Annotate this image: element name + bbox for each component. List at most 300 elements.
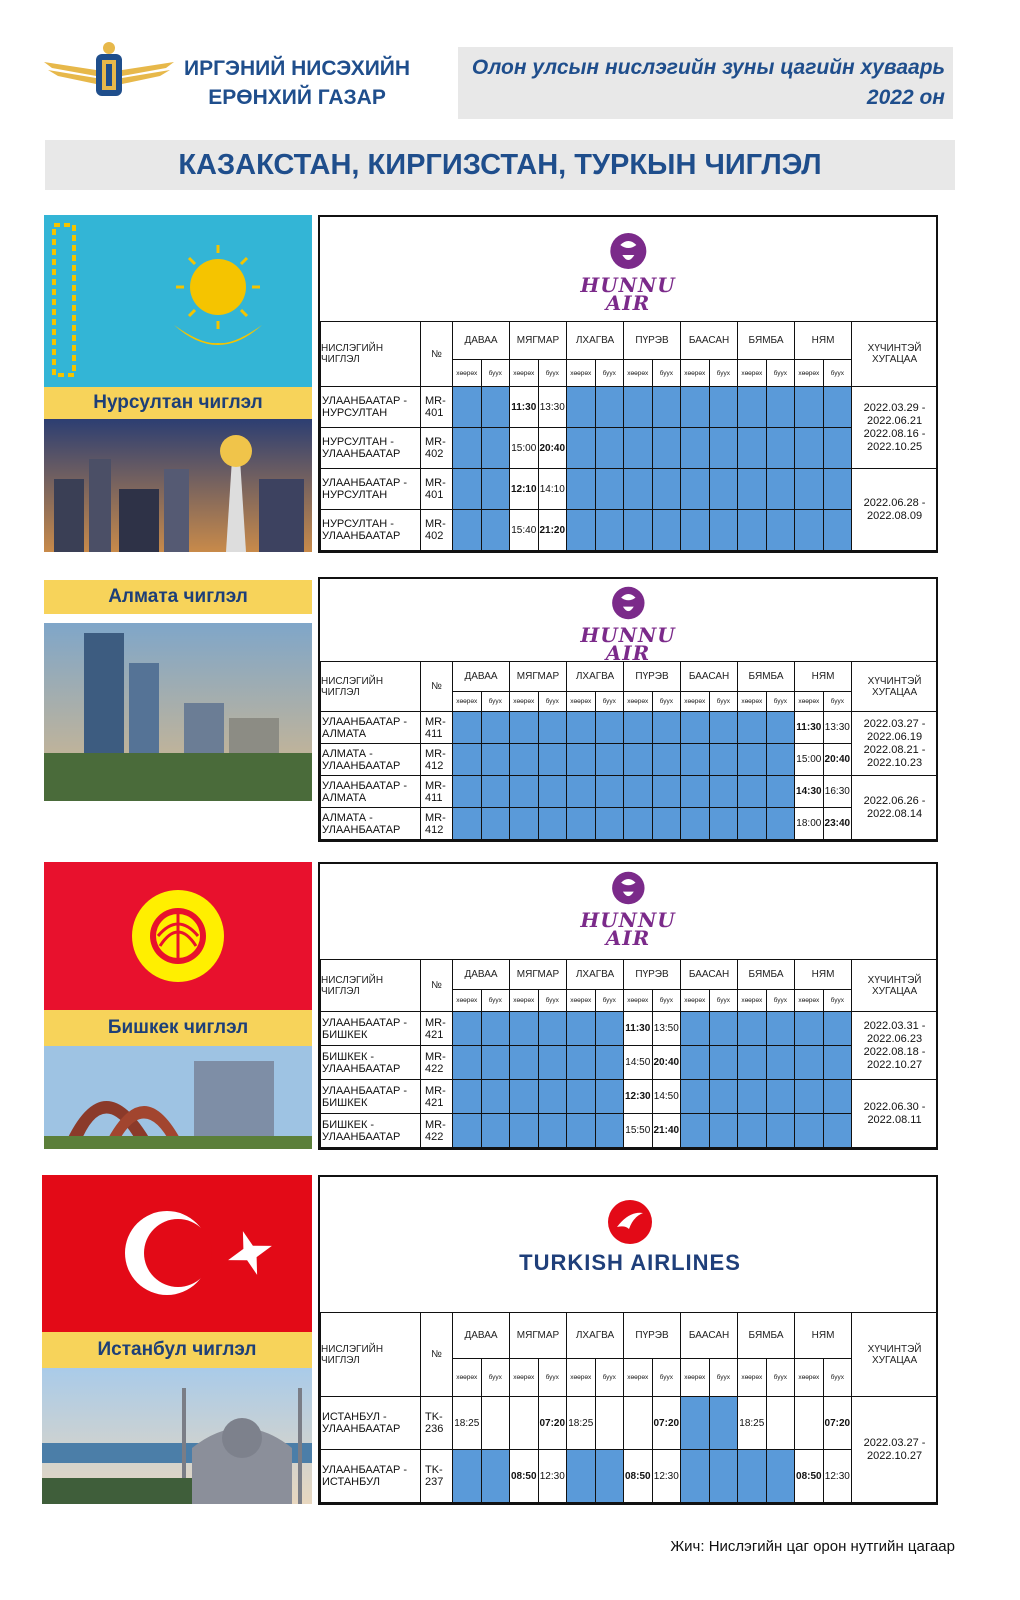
header-departure: хөөрөх	[510, 692, 539, 712]
schedule-cell-empty	[481, 1012, 510, 1046]
header-departure: хөөрөх	[453, 360, 482, 387]
schedule-cell-empty	[709, 510, 738, 551]
validity-period-cell: 2022.03.27 - 2022.06.19 2022.08.21 - 2022.10.23	[852, 712, 938, 776]
schedule-cell-empty	[624, 428, 653, 469]
header-departure: хөөрөх	[453, 1359, 482, 1397]
schedule-cell-empty	[738, 712, 767, 744]
header-departure: хөөрөх	[795, 360, 824, 387]
header-day: МЯГМАР	[510, 662, 567, 692]
hunnu-emblem-icon	[608, 231, 648, 271]
org-line-1: ИРГЭНИЙ НИСЭХИЙН	[184, 57, 411, 80]
flight-time-cell: 20:40	[652, 1046, 681, 1080]
schedule-cell-empty	[738, 1080, 767, 1114]
schedule-cell-empty	[766, 744, 795, 776]
schedule-cell-empty	[453, 776, 482, 808]
schedule-cell-empty	[709, 776, 738, 808]
flight-time-cell: 13:30	[538, 387, 567, 428]
schedule-cell-empty	[795, 1046, 824, 1080]
header-number: №	[421, 662, 453, 712]
schedule-cell-empty	[681, 1046, 710, 1080]
schedule-cell-empty	[481, 469, 510, 510]
schedule-cell-empty	[595, 387, 624, 428]
route-cell: УЛААНБААТАР - БИШКЕК	[321, 1080, 421, 1114]
flight-time-cell: 08:50	[510, 1450, 539, 1503]
flight-time-cell: 15:00	[795, 744, 824, 776]
schedule-cell-empty	[766, 510, 795, 551]
schedule-cell-empty	[453, 744, 482, 776]
route-cell: УЛААНБААТАР - ИСТАНБУЛ	[321, 1450, 421, 1503]
schedule-cell-empty	[652, 712, 681, 744]
almaty-schedule-table	[318, 577, 938, 842]
schedule-cell-empty	[738, 1046, 767, 1080]
header-arrival: буух	[823, 990, 852, 1012]
validity-period-cell: 2022.03.29 - 2022.06.21 2022.08.16 - 2022.10.25	[852, 387, 938, 469]
header-day: БААСАН	[681, 1313, 738, 1359]
schedule-year: 2022 он	[866, 86, 945, 109]
header-arrival: буух	[652, 692, 681, 712]
flight-number-cell: MR-412	[421, 744, 453, 776]
schedule-cell-empty	[738, 1114, 767, 1148]
header-route: НИСЛЭГИЙН ЧИГЛЭЛ	[321, 662, 421, 712]
header-day: ДАВАА	[453, 662, 510, 692]
section-caption-almaty: Алмата чиглэл	[44, 580, 312, 614]
bishkek-city-photo	[44, 1046, 312, 1149]
schedule-cell-empty	[595, 744, 624, 776]
flight-time-cell: 14:10	[538, 469, 567, 510]
schedule-cell-empty	[738, 1450, 767, 1503]
schedule-cell-empty	[567, 428, 596, 469]
flight-time-cell: 14:50	[652, 1080, 681, 1114]
istanbul-schedule-table	[318, 1175, 938, 1505]
hunnu-logo-line2: AIR	[605, 926, 651, 950]
schedule-cell-empty	[595, 712, 624, 744]
route-cell: УЛААНБААТАР - АЛМАТА	[321, 776, 421, 808]
flight-time-cell: 14:50	[624, 1046, 653, 1080]
schedule-cell-empty	[510, 1080, 539, 1114]
header-arrival: буух	[538, 360, 567, 387]
route-cell: АЛМАТА - УЛААНБААТАР	[321, 744, 421, 776]
flight-time-cell: 20:40	[823, 744, 852, 776]
header-departure: хөөрөх	[453, 692, 482, 712]
schedule-cell-empty	[709, 1450, 738, 1503]
hunnu-logo-line2: AIR	[605, 641, 651, 665]
header-departure: хөөрөх	[567, 692, 596, 712]
schedule-cell-empty	[795, 1012, 824, 1046]
schedule-cell-empty	[595, 1114, 624, 1148]
schedule-cell-empty	[595, 776, 624, 808]
flight-time-cell: 12:10	[510, 469, 539, 510]
schedule-cell-empty	[595, 1080, 624, 1114]
flight-number-cell: MR-401	[421, 469, 453, 510]
header-arrival: буух	[595, 990, 624, 1012]
schedule-cell-empty	[766, 1046, 795, 1080]
schedule-cell-empty	[481, 1114, 510, 1148]
flight-time-cell: 18:25	[453, 1397, 482, 1450]
schedule-cell-empty	[510, 744, 539, 776]
schedule-cell-empty	[538, 1114, 567, 1148]
schedule-cell-empty	[538, 1012, 567, 1046]
header-departure: хөөрөх	[738, 692, 767, 712]
schedule-cell-empty	[538, 808, 567, 840]
header-arrival: буух	[709, 990, 738, 1012]
table-row	[321, 387, 938, 428]
header-arrival: буух	[538, 990, 567, 1012]
schedule-cell-empty	[567, 1450, 596, 1503]
schedule-cell-empty	[766, 387, 795, 428]
schedule-cell-empty	[481, 744, 510, 776]
schedule-cell-empty	[709, 428, 738, 469]
flight-time-cell: 18:25	[738, 1397, 767, 1450]
header-departure: хөөрөх	[738, 990, 767, 1012]
header-departure: хөөрөх	[795, 1359, 824, 1397]
hunnu-logo-line2: AIR	[605, 291, 651, 315]
turkish-airlines-logo	[510, 1199, 750, 1276]
schedule-cell-empty	[681, 1397, 710, 1450]
flight-number-cell: MR-402	[421, 510, 453, 551]
flight-time-cell: 11:30	[624, 1012, 653, 1046]
schedule-cell-empty	[538, 744, 567, 776]
footnote: Жич: Нислэгийн цаг орон нутгийн цагаар	[670, 1538, 955, 1555]
section-caption-bishkek: Бишкек чиглэл	[44, 1010, 312, 1046]
schedule-cell-empty	[567, 1012, 596, 1046]
route-cell: БИШКЕК - УЛААНБААТАР	[321, 1114, 421, 1148]
flight-number-cell: MR-402	[421, 428, 453, 469]
schedule-cell-empty	[823, 510, 852, 551]
flight-number-cell: MR-422	[421, 1046, 453, 1080]
header-departure: хөөрөх	[453, 990, 482, 1012]
table-row	[321, 776, 938, 808]
istanbul-city-photo	[42, 1368, 312, 1504]
validity-period-cell: 2022.06.30 - 2022.08.11	[852, 1080, 938, 1148]
schedule-cell-empty	[567, 1114, 596, 1148]
schedule-cell-empty	[481, 1397, 510, 1450]
route-cell: ИСТАНБУЛ - УЛААНБААТАР	[321, 1397, 421, 1450]
table-row	[321, 1450, 938, 1503]
flight-time-cell: 11:30	[795, 712, 824, 744]
flight-time-cell: 18:00	[795, 808, 824, 840]
header-departure: хөөрөх	[624, 990, 653, 1012]
flight-time-cell: 15:50	[624, 1114, 653, 1148]
flight-time-cell: 18:25	[567, 1397, 596, 1450]
schedule-grid	[320, 959, 938, 1148]
schedule-cell-empty	[538, 1080, 567, 1114]
header-day: ЛХАГВА	[567, 1313, 624, 1359]
schedule-cell-empty	[481, 1046, 510, 1080]
header-arrival: буух	[538, 692, 567, 712]
header-arrival: буух	[595, 1359, 624, 1397]
flight-time-cell: 12:30	[823, 1450, 852, 1503]
header-departure: хөөрөх	[624, 1359, 653, 1397]
schedule-cell-empty	[766, 1012, 795, 1046]
header-day: БААСАН	[681, 662, 738, 692]
route-cell: АЛМАТА - УЛААНБААТАР	[321, 808, 421, 840]
header-day: ПҮРЭВ	[624, 322, 681, 360]
schedule-cell-empty	[624, 776, 653, 808]
schedule-cell-empty	[510, 1046, 539, 1080]
header-route: НИСЛЭГИЙН ЧИГЛЭЛ	[321, 1313, 421, 1397]
schedule-cell-empty	[595, 469, 624, 510]
table-row	[321, 1397, 938, 1450]
header-day: ПҮРЭВ	[624, 1313, 681, 1359]
flight-time-cell: 12:30	[624, 1080, 653, 1114]
schedule-cell-empty	[510, 1397, 539, 1450]
schedule-cell-empty	[538, 776, 567, 808]
header-arrival: буух	[709, 692, 738, 712]
route-cell: УЛААНБААТАР - НУРСУЛТАН	[321, 469, 421, 510]
header-arrival: буух	[481, 1359, 510, 1397]
header-arrival: буух	[709, 360, 738, 387]
schedule-cell-empty	[795, 428, 824, 469]
schedule-cell-empty	[766, 712, 795, 744]
schedule-cell-empty	[510, 808, 539, 840]
schedule-cell-empty	[738, 776, 767, 808]
schedule-cell-empty	[709, 1012, 738, 1046]
header-period: ХҮЧИНТЭЙ ХУГАЦАА	[852, 1313, 938, 1397]
table-row	[321, 1046, 938, 1080]
schedule-cell-empty	[567, 387, 596, 428]
table-row	[321, 1012, 938, 1046]
schedule-cell-empty	[795, 1080, 824, 1114]
schedule-cell-empty	[481, 712, 510, 744]
route-cell: УЛААНБААТАР - АЛМАТА	[321, 712, 421, 744]
schedule-cell-empty	[624, 469, 653, 510]
header-route: НИСЛЭГИЙН ЧИГЛЭЛ	[321, 322, 421, 387]
schedule-cell-empty	[510, 776, 539, 808]
header-day: БЯМБА	[738, 322, 795, 360]
schedule-cell-empty	[624, 387, 653, 428]
header-arrival: буух	[652, 1359, 681, 1397]
header-day: МЯГМАР	[510, 322, 567, 360]
kazakhstan-flag	[44, 215, 312, 387]
schedule-cell-empty	[453, 469, 482, 510]
header-arrival: буух	[481, 360, 510, 387]
flight-number-cell: MR-422	[421, 1114, 453, 1148]
schedule-cell-empty	[453, 1012, 482, 1046]
header-day: ДАВАА	[453, 1313, 510, 1359]
table-row	[321, 712, 938, 744]
schedule-cell-empty	[709, 808, 738, 840]
table-row	[321, 469, 938, 510]
schedule-cell-empty	[595, 808, 624, 840]
schedule-grid	[320, 661, 938, 840]
schedule-cell-empty	[453, 510, 482, 551]
schedule-cell-empty	[823, 1012, 852, 1046]
table-row	[321, 1114, 938, 1148]
header-departure: хөөрөх	[795, 692, 824, 712]
bishkek-schedule-table	[318, 862, 938, 1150]
schedule-grid	[320, 1312, 938, 1503]
schedule-cell-empty	[823, 1114, 852, 1148]
flight-number-cell: TK-236	[421, 1397, 453, 1450]
schedule-cell-empty	[567, 510, 596, 551]
schedule-cell-empty	[738, 387, 767, 428]
header-arrival: буух	[823, 1359, 852, 1397]
schedule-cell-empty	[453, 428, 482, 469]
hunnu-logo-line1: HUNNU	[580, 623, 676, 647]
hunnu-emblem-icon	[610, 870, 646, 906]
kyrgyzstan-flag	[44, 862, 312, 1010]
header-day: ЛХАГВА	[567, 662, 624, 692]
schedule-cell-empty	[766, 428, 795, 469]
schedule-cell-empty	[481, 1450, 510, 1503]
schedule-cell-empty	[766, 1080, 795, 1114]
header-departure: хөөрөх	[681, 990, 710, 1012]
header-day: ПҮРЭВ	[624, 662, 681, 692]
flight-time-cell: 07:20	[652, 1397, 681, 1450]
schedule-cell-empty	[481, 808, 510, 840]
schedule-cell-empty	[453, 1080, 482, 1114]
hunnu-logo-line1: HUNNU	[580, 273, 676, 297]
header-day: НЯМ	[795, 1313, 852, 1359]
schedule-cell-empty	[481, 510, 510, 551]
turkey-flag	[42, 1175, 312, 1332]
org-line-2: ЕРӨНХИЙ ГАЗАР	[208, 86, 386, 109]
schedule-cell-empty	[681, 712, 710, 744]
schedule-cell-empty	[738, 744, 767, 776]
schedule-cell-empty	[624, 744, 653, 776]
turkish-airlines-emblem-icon	[607, 1199, 653, 1245]
page-title: КАЗАКСТАН, КИРГИЗСТАН, ТУРКЫН ЧИГЛЭЛ	[45, 140, 955, 190]
header-departure: хөөрөх	[681, 1359, 710, 1397]
schedule-cell-empty	[453, 387, 482, 428]
schedule-cell-empty	[595, 1397, 624, 1450]
schedule-cell-empty	[766, 1450, 795, 1503]
schedule-cell-empty	[595, 1046, 624, 1080]
table-row	[321, 1080, 938, 1114]
schedule-cell-empty	[681, 776, 710, 808]
schedule-grid	[320, 321, 938, 551]
schedule-cell-empty	[567, 1046, 596, 1080]
schedule-cell-empty	[709, 1046, 738, 1080]
schedule-cell-empty	[766, 1114, 795, 1148]
schedule-cell-empty	[681, 510, 710, 551]
schedule-cell-empty	[652, 510, 681, 551]
nursultan-schedule-table	[318, 215, 938, 553]
header-route: НИСЛЭГИЙН ЧИГЛЭЛ	[321, 960, 421, 1012]
schedule-cell-empty	[681, 1012, 710, 1046]
header-day: МЯГМАР	[510, 1313, 567, 1359]
flight-time-cell: 13:50	[652, 1012, 681, 1046]
flight-time-cell: 07:20	[538, 1397, 567, 1450]
header-departure: хөөрөх	[681, 692, 710, 712]
schedule-cell-empty	[567, 469, 596, 510]
flight-time-cell: 08:50	[795, 1450, 824, 1503]
schedule-cell-empty	[681, 428, 710, 469]
schedule-cell-empty	[795, 469, 824, 510]
schedule-cell-empty	[823, 1080, 852, 1114]
flight-number-cell: MR-421	[421, 1012, 453, 1046]
schedule-cell-empty	[624, 510, 653, 551]
schedule-cell-empty	[510, 1012, 539, 1046]
hunnu-logo-line1: HUNNU	[580, 908, 676, 932]
header-day: ПҮРЭВ	[624, 960, 681, 990]
header-day: ЛХАГВА	[567, 322, 624, 360]
schedule-cell-empty	[453, 1046, 482, 1080]
header-day: НЯМ	[795, 322, 852, 360]
header-departure: хөөрөх	[567, 360, 596, 387]
header-departure: хөөрөх	[738, 1359, 767, 1397]
schedule-cell-empty	[652, 387, 681, 428]
header-arrival: буух	[652, 990, 681, 1012]
header-arrival: буух	[766, 990, 795, 1012]
schedule-cell-empty	[766, 776, 795, 808]
route-cell: НУРСУЛТАН - УЛААНБААТАР	[321, 510, 421, 551]
header-period: ХҮЧИНТЭЙ ХУГАЦАА	[852, 960, 938, 1012]
flight-time-cell: 08:50	[624, 1450, 653, 1503]
schedule-cell-empty	[567, 712, 596, 744]
header-arrival: буух	[709, 1359, 738, 1397]
civil-aviation-logo	[44, 40, 174, 106]
hunnu-air-logo	[580, 231, 676, 315]
schedule-cell-empty	[766, 808, 795, 840]
schedule-cell-empty	[823, 428, 852, 469]
table-row	[321, 808, 938, 840]
header-arrival: буух	[595, 360, 624, 387]
validity-period-cell: 2022.06.26 - 2022.08.14	[852, 776, 938, 840]
schedule-cell-empty	[681, 744, 710, 776]
schedule-cell-empty	[652, 744, 681, 776]
flight-number-cell: MR-401	[421, 387, 453, 428]
schedule-cell-empty	[481, 1080, 510, 1114]
schedule-cell-empty	[510, 1114, 539, 1148]
header-arrival: буух	[595, 692, 624, 712]
header-arrival: буух	[823, 692, 852, 712]
header-departure: хөөрөх	[738, 360, 767, 387]
header-day: ЛХАГВА	[567, 960, 624, 990]
schedule-cell-empty	[681, 387, 710, 428]
flight-time-cell: 20:40	[538, 428, 567, 469]
header-day: МЯГМАР	[510, 960, 567, 990]
header-departure: хөөрөх	[510, 990, 539, 1012]
schedule-cell-empty	[681, 469, 710, 510]
schedule-cell-empty	[510, 712, 539, 744]
header-day: НЯМ	[795, 960, 852, 990]
schedule-cell-empty	[709, 744, 738, 776]
hunnu-air-logo	[580, 585, 676, 665]
route-cell: НУРСУЛТАН - УЛААНБААТАР	[321, 428, 421, 469]
flight-time-cell: 13:30	[823, 712, 852, 744]
flight-time-cell: 21:40	[652, 1114, 681, 1148]
schedule-cell-empty	[481, 776, 510, 808]
header-departure: хөөрөх	[510, 1359, 539, 1397]
schedule-cell-empty	[823, 469, 852, 510]
header-arrival: буух	[652, 360, 681, 387]
hunnu-air-logo	[580, 870, 676, 950]
schedule-cell-empty	[538, 712, 567, 744]
schedule-cell-empty	[709, 712, 738, 744]
schedule-cell-empty	[709, 387, 738, 428]
header-departure: хөөрөх	[567, 990, 596, 1012]
header-number: №	[421, 960, 453, 1012]
header-arrival: буух	[766, 1359, 795, 1397]
flight-number-cell: MR-411	[421, 712, 453, 744]
header-day: ДАВАА	[453, 322, 510, 360]
schedule-cell-empty	[738, 510, 767, 551]
flight-time-cell: 07:20	[823, 1397, 852, 1450]
schedule-cell-empty	[624, 712, 653, 744]
header-day: БЯМБА	[738, 960, 795, 990]
schedule-cell-empty	[595, 510, 624, 551]
table-row	[321, 744, 938, 776]
table-row	[321, 510, 938, 551]
header-arrival: буух	[481, 692, 510, 712]
schedule-cell-empty	[453, 808, 482, 840]
header-departure: хөөрөх	[681, 360, 710, 387]
flight-time-cell: 15:00	[510, 428, 539, 469]
schedule-cell-empty	[795, 387, 824, 428]
header-arrival: буух	[481, 990, 510, 1012]
schedule-cell-empty	[481, 387, 510, 428]
